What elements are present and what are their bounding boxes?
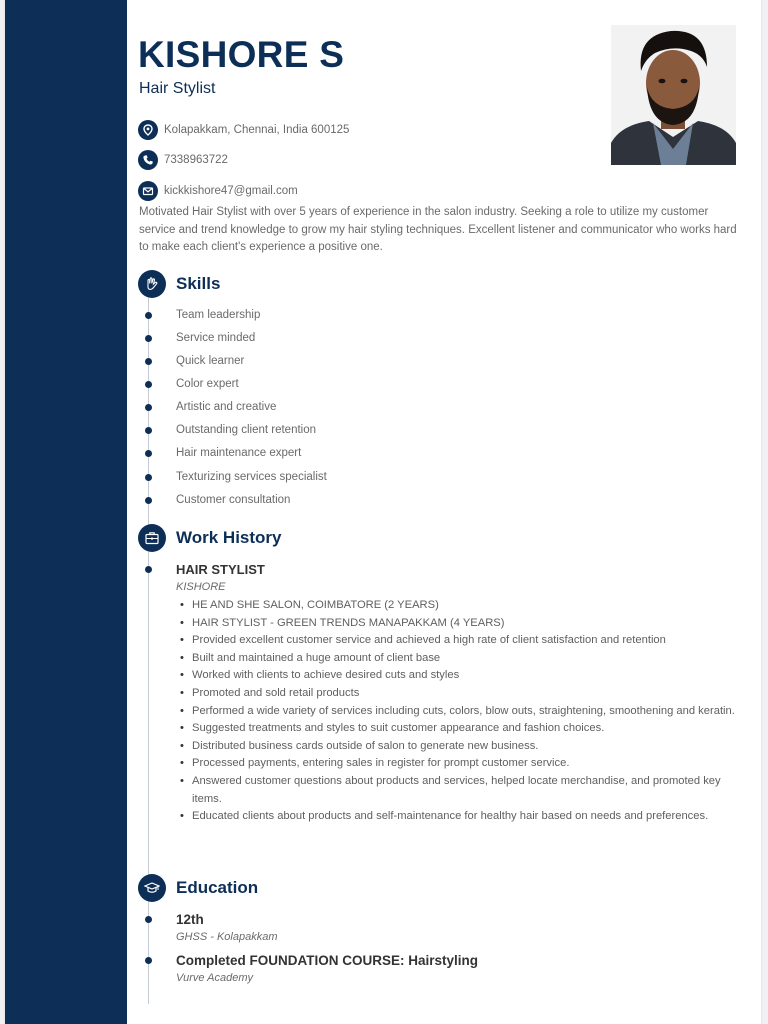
profile-photo (611, 25, 736, 165)
job-duty-item: • Distributed business cards outside of salon to generate new business. (176, 738, 738, 756)
skill-item: Team leadership (176, 309, 261, 321)
location-pin-icon (138, 120, 158, 140)
skill-item: Artistic and creative (176, 401, 277, 413)
job-bullet-dot (145, 566, 152, 573)
job-duty-item: • HAIR STYLIST - GREEN TRENDS MANAPAKKAM (4 YEARS) (176, 615, 738, 633)
work-history-heading (138, 524, 282, 552)
skill-item: Texturizing services specialist (176, 471, 327, 483)
skill-bullet-dot (145, 404, 152, 411)
skill-bullet-dot (145, 474, 152, 481)
skill-item: Quick learner (176, 355, 245, 367)
job-duty-item: • Educated clients about products and self-maintenance for healthy hair based on needs and preferences. (176, 808, 738, 826)
contact-address-text: Kolapakkam, Chennai, India 600125 (164, 124, 350, 136)
skill-bullet-dot (145, 358, 152, 365)
skills-hand-icon (138, 270, 166, 298)
education-bullet-dot (145, 957, 152, 964)
candidate-name: KISHORE S (138, 34, 345, 75)
contact-phone-text: 7338963722 (164, 154, 228, 166)
job-duty-item: • HE AND SHE SALON, COIMBATORE (2 YEARS) (176, 597, 738, 615)
skill-bullet-dot (145, 427, 152, 434)
briefcase-icon (138, 524, 166, 552)
skill-bullet-dot (145, 450, 152, 457)
education-item-title: 12th (176, 912, 204, 927)
profile-photo-graphic (611, 25, 736, 165)
phone-icon (138, 150, 158, 170)
skill-item: Hair maintenance expert (176, 447, 302, 459)
skill-bullet-dot (145, 335, 152, 342)
skill-bullet-dot (145, 381, 152, 388)
job-duty-item: • Provided excellent customer service and achieved a high rate of client satisfaction and retention (176, 632, 738, 650)
email-icon (138, 181, 158, 201)
skill-bullet-dot (145, 497, 152, 504)
job-duty-item: • Processed payments, entering sales in register for prompt customer service. (176, 755, 738, 773)
education-item-school: Vurve Academy (176, 972, 254, 984)
job-title: HAIR STYLIST (176, 562, 265, 577)
education-bullet-dot (145, 916, 152, 923)
education-item-title: Completed FOUNDATION COURSE: Hairstyling (176, 953, 479, 968)
skills-title: Skills (176, 274, 221, 293)
candidate-role: Hair Stylist (139, 80, 216, 97)
contact-address (138, 120, 349, 140)
job-duty-item: • Promoted and sold retail products (176, 685, 738, 703)
skill-item: Service minded (176, 332, 256, 344)
skill-item: Outstanding client retention (176, 424, 317, 436)
skill-item: Color expert (176, 378, 239, 390)
job-company: KISHORE (176, 581, 226, 593)
education-item-school: GHSS - Kolapakkam (176, 931, 278, 943)
contact-phone (138, 150, 228, 170)
education-heading (138, 874, 258, 902)
skill-item: Customer consultation (176, 494, 291, 506)
job-duty-item: • Answered customer questions about products and services, helped locate merchandise, and promoted key items. (176, 773, 738, 808)
professional-summary: Motivated Hair Stylist with over 5 years of experience in the salon industry. Seeking a role to utilize my customer service and trend knowledge to grow my hair styling techniques. Excellent listener and communicator who works hard to make each client's experience a positive one. (139, 206, 737, 253)
contact-email (138, 181, 298, 201)
skills-heading (138, 270, 220, 298)
graduation-cap-icon (138, 874, 166, 902)
contact-email-text: kickkishore47@gmail.com (164, 185, 298, 197)
job-duty-item: • Built and maintained a huge amount of client base (176, 650, 738, 668)
skill-bullet-dot (145, 312, 152, 319)
education-title: Education (176, 878, 259, 897)
work-history-title: Work History (176, 528, 282, 547)
job-duty-item: • Suggested treatments and styles to suit customer appearance and fashion choices. (176, 720, 738, 738)
job-duty-item: • Worked with clients to achieve desired cuts and styles (176, 667, 738, 685)
job-duties-list (176, 597, 738, 826)
job-duty-item: • Performed a wide variety of services including cuts, colors, blow outs, straightening, smoothening and keratin. (176, 703, 738, 721)
sidebar-band (5, 0, 127, 1024)
